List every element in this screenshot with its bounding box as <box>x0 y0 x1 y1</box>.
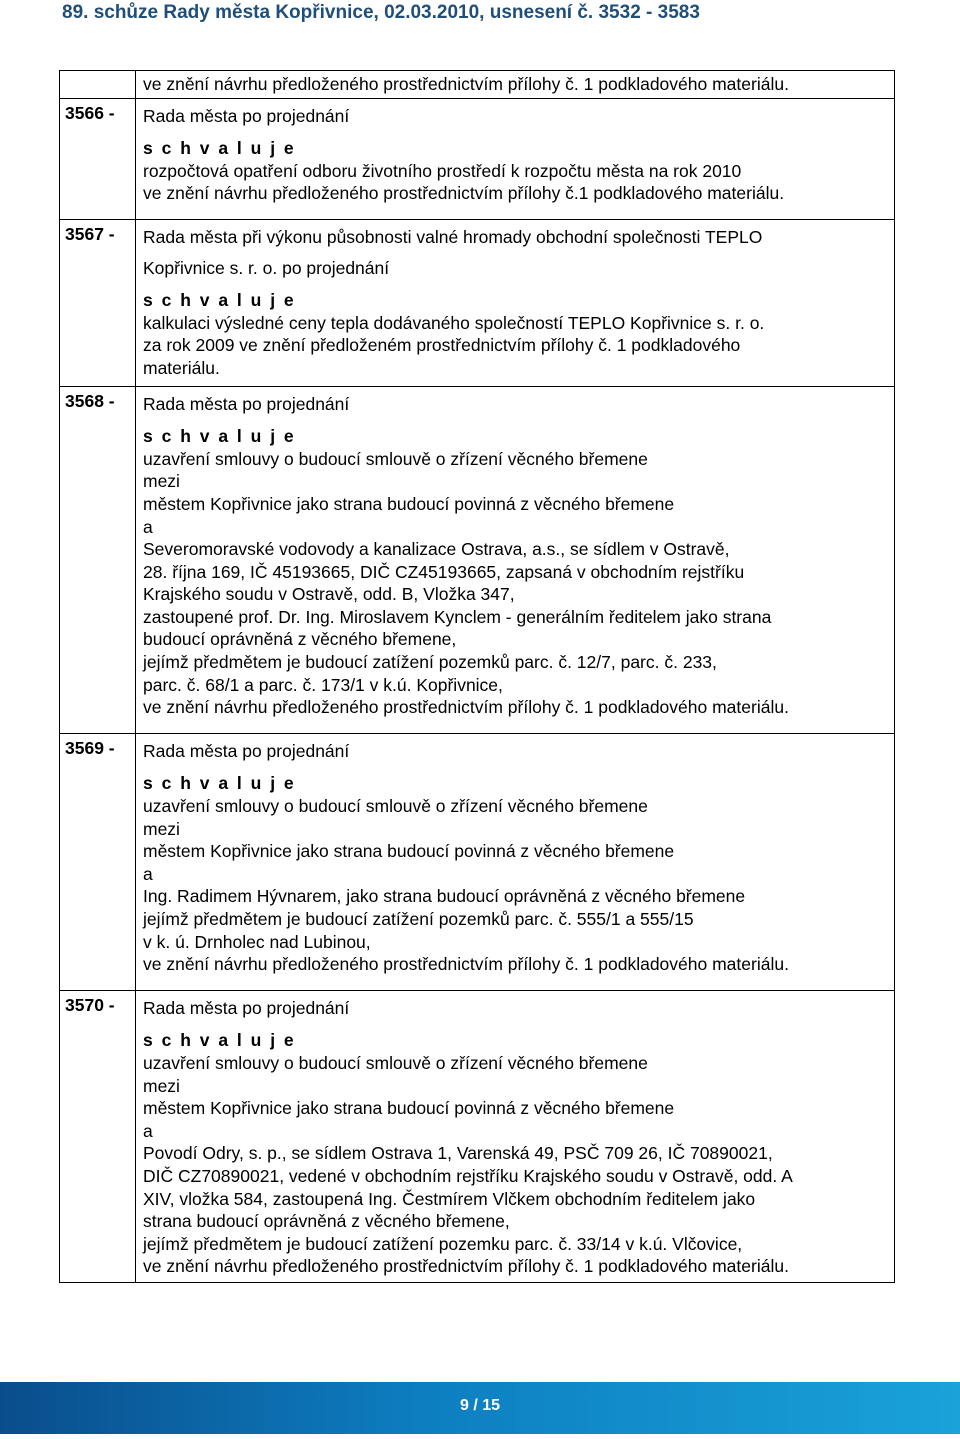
resolution-number: 3566 - <box>60 98 136 219</box>
resolution-text-cell <box>136 990 895 1282</box>
resolutions-table <box>59 70 895 1283</box>
resolution-number: 3570 - <box>60 990 136 1282</box>
resolution-text-cell <box>136 219 895 386</box>
resolution-intro: Rada města po projednání <box>143 740 350 761</box>
resolution-verb: s c h v a l u j e <box>143 426 296 447</box>
resolution-verb: s c h v a l u j e <box>143 290 296 311</box>
resolution-line: uzavření smlouvy o budoucí smlouvě o zřízení věcného břemene <box>143 796 648 817</box>
table-row <box>60 733 895 990</box>
resolution-line: městem Kopřivnice jako strana budoucí povinná z věcného břemene <box>143 493 675 514</box>
resolution-line: Ing. Radimem Hývnarem, jako strana budoucí oprávněná z věcného břemene <box>143 886 746 907</box>
resolution-intro: Rada města po projednání <box>143 393 350 414</box>
resolution-line: a <box>143 1120 153 1141</box>
resolution-line: 28. října 169, IČ 45193665, DIČ CZ45193665, zapsaná v obchodním rejstříku <box>143 561 745 582</box>
resolution-verb: s c h v a l u j e <box>143 138 296 159</box>
resolution-line: jejímž předmětem je budoucí zatížení pozemku parc. č. 33/14 v k.ú. Vlčovice, <box>143 1233 743 1254</box>
table-row <box>60 386 895 733</box>
table-row <box>60 990 895 1282</box>
resolution-line: materiálu. <box>143 357 220 378</box>
resolution-text-cell <box>136 386 895 733</box>
resolution-text-cell <box>136 733 895 990</box>
resolution-number: 3568 - <box>60 386 136 733</box>
resolution-line: jejímž předmětem je budoucí zatížení pozemků parc. č. 12/7, parc. č. 233, <box>143 652 717 673</box>
resolution-text-cell <box>136 98 895 219</box>
table-row <box>60 219 895 386</box>
resolution-number-cell <box>60 71 136 99</box>
resolution-line: Severomoravské vodovody a kanalizace Ostrava, a.s., se sídlem v Ostravě, <box>143 539 730 560</box>
resolution-intro: Rada města po projednání <box>143 997 350 1018</box>
resolution-line: strana budoucí oprávněná z věcného břemene, <box>143 1211 510 1232</box>
resolution-line: kalkulaci výsledné ceny tepla dodávaného společností TEPLO Kopřivnice s. r. o. <box>143 312 765 333</box>
resolution-line: ve znění návrhu předloženého prostřednictvím přílohy č.1 podkladového materiálu. <box>143 183 785 204</box>
resolution-verb: s c h v a l u j e <box>143 773 296 794</box>
resolution-line: městem Kopřivnice jako strana budoucí povinná z věcného břemene <box>143 841 675 862</box>
resolution-line: v k. ú. Drnholec nad Lubinou, <box>143 931 371 952</box>
resolution-line: ve znění návrhu předloženého prostřednictvím přílohy č. 1 podkladového materiálu. <box>143 954 789 975</box>
resolution-line: a <box>143 516 153 537</box>
resolution-line: za rok 2009 ve znění předloženém prostřednictvím přílohy č. 1 podkladového <box>143 335 741 356</box>
resolution-line: XIV, vložka 584, zastoupená Ing. Čestmírem Vlčkem obchodním ředitelem jako <box>143 1188 756 1209</box>
resolution-line: uzavření smlouvy o budoucí smlouvě o zřízení věcného břemene <box>143 448 648 469</box>
resolution-intro: Rada města při výkonu působnosti valné hromady obchodní společnosti TEPLO <box>143 226 763 247</box>
resolution-line: mezi <box>143 471 180 492</box>
resolution-line: a <box>143 863 153 884</box>
resolution-line: rozpočtová opatření odboru životního prostředí k rozpočtu města na rok 2010 <box>143 160 742 181</box>
resolution-number: 3567 - <box>60 219 136 386</box>
table-row <box>60 71 895 99</box>
resolution-number: 3569 - <box>60 733 136 990</box>
resolution-line: jejímž předmětem je budoucí zatížení pozemků parc. č. 555/1 a 555/15 <box>143 909 694 929</box>
resolution-line: Krajského soudu v Ostravě, odd. B, Vložka 347, <box>143 584 515 605</box>
resolution-intro: Kopřivnice s. r. o. po projednání <box>143 257 390 278</box>
resolution-line: DIČ CZ70890021, vedené v obchodním rejstříku Krajského soudu v Ostravě, odd. A <box>143 1165 793 1186</box>
resolution-line: Povodí Odry, s. p., se sídlem Ostrava 1, Varenská 49, PSČ 709 26, IČ 70890021, <box>143 1143 773 1164</box>
table-row <box>60 98 895 219</box>
resolution-line: uzavření smlouvy o budoucí smlouvě o zřízení věcného břemene <box>143 1052 648 1073</box>
resolution-line: ve znění návrhu předloženého prostřednictvím přílohy č. 1 podkladového materiálu. <box>143 1256 789 1277</box>
resolution-line: ve znění návrhu předloženého prostřednictvím přílohy č. 1 podkladového materiálu. <box>143 74 789 94</box>
resolution-line: budoucí oprávněná z věcného břemene, <box>143 629 457 650</box>
document-title: 89. schůze Rady města Kopřivnice, 02.03.2010, usnesení č. 3532 - 3583 <box>62 2 700 23</box>
resolution-line: mezi <box>143 1075 180 1096</box>
resolution-line: městem Kopřivnice jako strana budoucí povinná z věcného břemene <box>143 1098 675 1119</box>
resolution-intro: Rada města po projednání <box>143 105 350 126</box>
resolution-line: mezi <box>143 818 180 839</box>
resolution-text-cell <box>136 71 895 99</box>
resolution-line: parc. č. 68/1 a parc. č. 173/1 v k.ú. Kopřivnice, <box>143 674 503 695</box>
page-number: 9 / 15 <box>459 1397 501 1414</box>
resolution-line: zastoupené prof. Dr. Ing. Miroslavem Kynclem - generálním ředitelem jako strana <box>143 606 772 627</box>
resolution-verb: s c h v a l u j e <box>143 1030 296 1051</box>
footer-bar <box>0 1382 960 1434</box>
resolution-line: ve znění návrhu předloženého prostřednictvím přílohy č. 1 podkladového materiálu. <box>143 697 789 718</box>
